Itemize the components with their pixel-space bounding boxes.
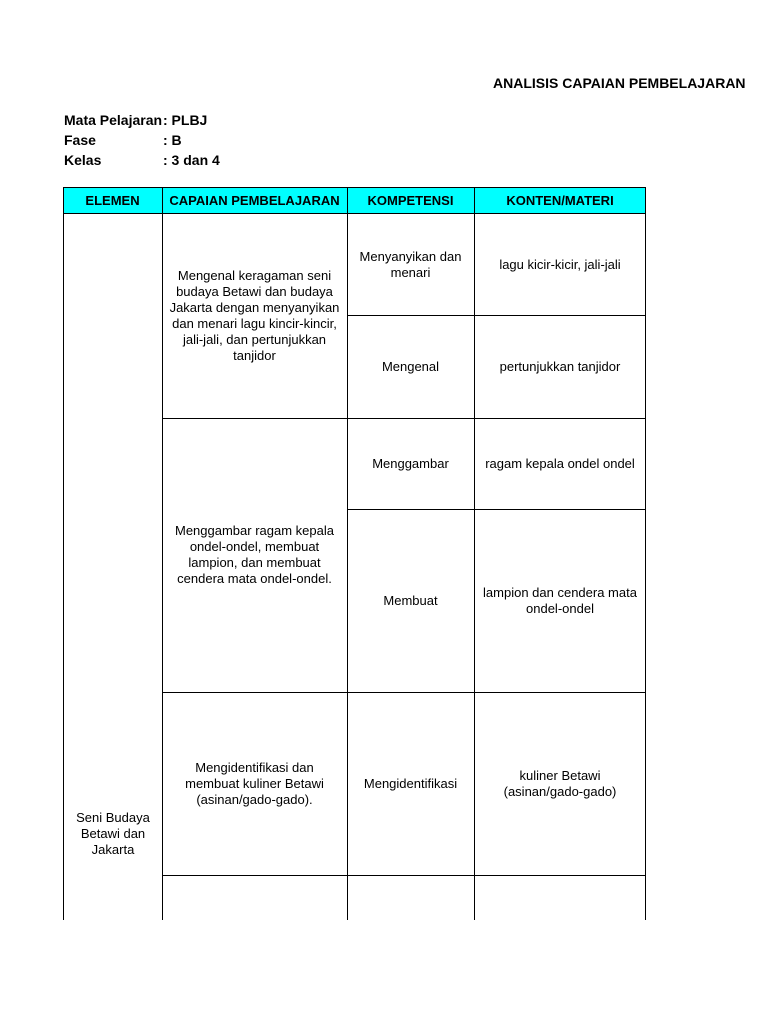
table-border [162, 418, 646, 419]
konten-cell [475, 875, 645, 920]
capaian-cell: Mengidentifikasi dan membuat kuliner Betawi (asinan/gado-gado). [185, 759, 324, 807]
document-title: ANALISIS CAPAIAN PEMBELAJARAN [493, 75, 746, 91]
header-konten: KONTEN/MATERI [506, 192, 614, 208]
table-border [63, 187, 646, 188]
kompetensi-cell: Membuat [383, 592, 438, 608]
header-elemen: ELEMEN [85, 192, 140, 208]
table-border [162, 692, 646, 693]
header-capaian: CAPAIAN PEMBELAJARAN [169, 192, 340, 208]
kompetensi-cell [348, 875, 473, 920]
meta-value: : 3 dan 4 [163, 152, 220, 168]
konten-cell: ragam kepala ondel ondel [485, 455, 635, 471]
konten-cell: lagu kicir-kicir, jali-jali [499, 257, 621, 272]
elemen-cell: Seni Budaya Betawi dan Jakarta [76, 810, 150, 857]
table-border [474, 187, 475, 920]
capaian-cell: Mengenal keragaman seni budaya Betawi dan budaya Jakarta dengan menyanyikan dan menari lagu kincir-kincir, jali-jali, dan pertunjukkan tanjidor [169, 268, 340, 363]
table-border [63, 187, 64, 920]
kompetensi-cell: Mengidentifikasi [363, 775, 458, 791]
meta-label: Kelas [64, 152, 102, 168]
kompetensi-cell: Menggambar [372, 455, 449, 471]
kompetensi-cell: Mengenal [381, 359, 440, 374]
capaian-cell: Menggambar ragam kepala ondel-ondel, membuat lampion, dan membuat cendera mata ondel-ondel. [175, 523, 334, 586]
table-border [162, 875, 646, 876]
table-border [162, 187, 163, 920]
table-border [347, 187, 348, 920]
meta-label: Fase [64, 132, 96, 148]
meta-value: : B [163, 132, 182, 148]
konten-cell: kuliner Betawi (asinan/gado-gado) [503, 767, 617, 799]
kompetensi-cell: Menyanyikan dan menari [359, 249, 462, 280]
table-border [347, 315, 646, 316]
table-border [63, 213, 646, 214]
table-border [347, 509, 646, 510]
table-border [645, 187, 646, 920]
capaian-cell [163, 875, 346, 920]
konten-cell: lampion dan cendera mata ondel-ondel [483, 584, 637, 616]
header-kompetensi: KOMPETENSI [367, 192, 454, 208]
meta-value: : PLBJ [163, 112, 208, 128]
konten-cell: pertunjukkan tanjidor [499, 359, 621, 374]
meta-label: Mata Pelajaran [64, 112, 163, 128]
